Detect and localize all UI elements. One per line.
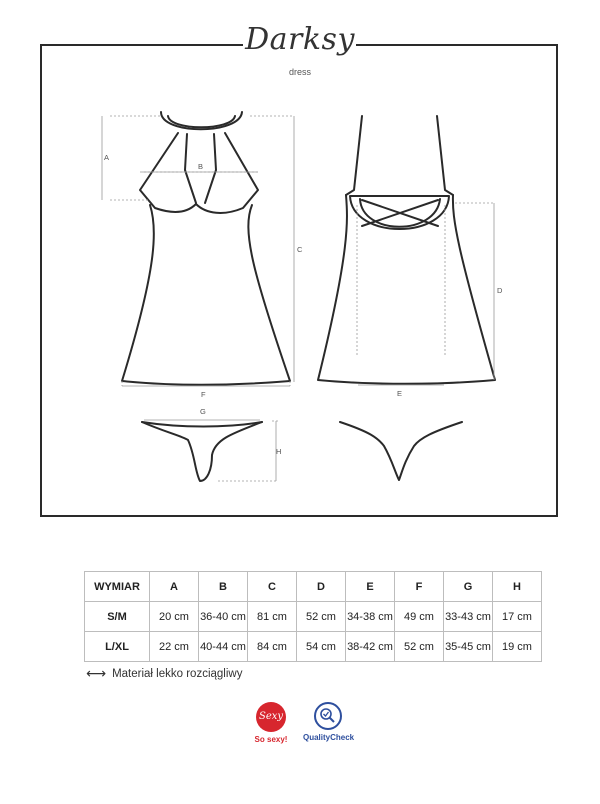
- magnifier-check-icon: [314, 702, 342, 730]
- dimension-label-h: H: [276, 447, 282, 456]
- legend-text: Materiał lekko rozciągliwy: [112, 667, 243, 680]
- front-thong-outline: [142, 422, 262, 481]
- table-cell: 36-40 cm: [199, 602, 248, 632]
- table-cell: 34-38 cm: [346, 602, 395, 632]
- table-cell: 33-43 cm: [444, 602, 493, 632]
- header-cell: E: [346, 572, 395, 602]
- stretch-legend: [86, 665, 242, 682]
- dimension-label-f: F: [201, 390, 206, 399]
- back-dress-outline: [318, 116, 495, 384]
- table-cell: 40-44 cm: [199, 632, 248, 662]
- table-cell: 81 cm: [248, 602, 297, 632]
- table-cell: 22 cm: [150, 632, 199, 662]
- table-row: [85, 632, 542, 662]
- header-cell: F: [395, 572, 444, 602]
- header-cell: G: [444, 572, 493, 602]
- so-sexy-badge: [248, 702, 294, 744]
- header-cell: D: [297, 572, 346, 602]
- sexy-logo-icon: Sexy: [256, 702, 286, 732]
- size-table-header-row: [85, 572, 542, 602]
- quality-check-caption: QualityCheck: [303, 733, 355, 742]
- dimension-label-g: G: [200, 407, 206, 416]
- size-label-cell: L/XL: [85, 632, 150, 662]
- dimension-label-e: E: [397, 389, 403, 398]
- header-cell: WYMIAR: [85, 572, 150, 602]
- quality-check-badge: [303, 702, 353, 742]
- header-cell: C: [248, 572, 297, 602]
- front-dress-outline: [122, 112, 290, 385]
- dimension-label-c: C: [297, 245, 303, 254]
- header-cell: B: [199, 572, 248, 602]
- table-cell: 52 cm: [395, 632, 444, 662]
- product-subtitle: dress: [288, 67, 311, 77]
- table-cell: 84 cm: [248, 632, 297, 662]
- table-cell: 54 cm: [297, 632, 346, 662]
- dimension-label-d: D: [497, 286, 503, 295]
- size-label-cell: S/M: [85, 602, 150, 632]
- dimension-label-a: A: [104, 153, 110, 162]
- table-cell: 17 cm: [493, 602, 542, 632]
- table-cell: 20 cm: [150, 602, 199, 632]
- table-cell: 49 cm: [395, 602, 444, 632]
- brand-logo: Darksy: [245, 22, 355, 57]
- size-table: [84, 571, 542, 662]
- table-cell: 35-45 cm: [444, 632, 493, 662]
- table-cell: 52 cm: [297, 602, 346, 632]
- table-row: [85, 602, 542, 632]
- header-cell: H: [493, 572, 542, 602]
- so-sexy-caption: So sexy!: [254, 735, 288, 744]
- dimension-label-b: B: [198, 162, 204, 171]
- header-cell: A: [150, 572, 199, 602]
- back-thong-outline: [340, 422, 462, 480]
- table-cell: 19 cm: [493, 632, 542, 662]
- table-cell: 38-42 cm: [346, 632, 395, 662]
- double-arrow-icon: ⟷: [86, 665, 107, 681]
